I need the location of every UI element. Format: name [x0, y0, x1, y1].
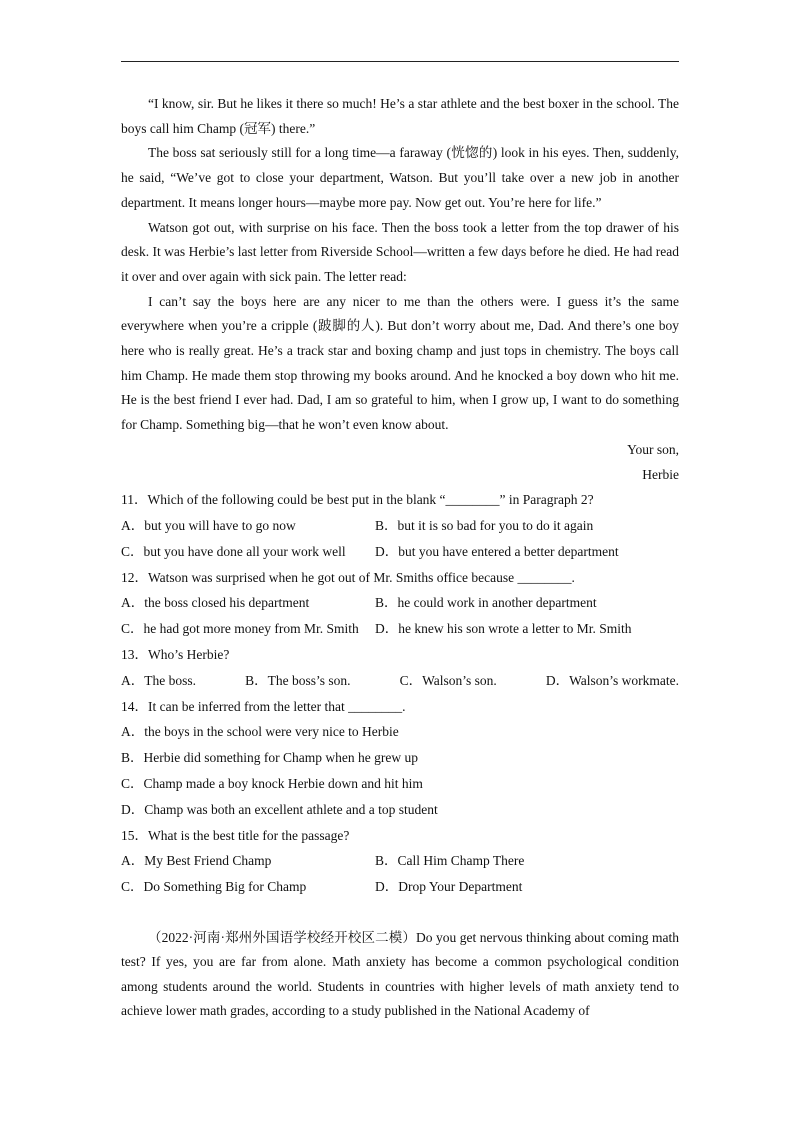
- letter-body: I can’t say the boys here are any nicer to me than the others were. I guess it’s the same everywhere when you’re a cripple (跛脚的人). But don’t worry about me, Dad. And there’s one boy here who is really great. He’s a track star and boxing champ and just tops in chemistry. The boys call him Champ. He made them stop throwing my books around. And he knocked a boy down who hit me. He is the best friend I ever had. Dad, I am so grateful to him, when I grow up, I want to do something for Champ. Something big—that he won’t even know about.: [121, 293, 679, 433]
- question-stem: 11．Which of the following could be best put in the blank “________” in Paragraph 2?: [121, 492, 594, 508]
- option-c: C．he had got more money from Mr. Smith: [121, 621, 359, 637]
- option-row: [121, 745, 679, 771]
- question-11: [121, 487, 679, 564]
- option-c: C．Walson’s son.: [399, 672, 497, 688]
- option-row: [121, 513, 679, 539]
- section-gap: [121, 900, 679, 926]
- option-d: D．but you have entered a better department: [375, 543, 619, 559]
- option-row: [121, 797, 679, 823]
- passage-paragraph-3: Watson got out, with surprise on his face. Then the boss took a letter from the top drawer of his desk. It was Herbie’s last letter from Riverside School—written a few days before he died. He had read it over and over again with sick pain. The letter read:: [121, 219, 679, 284]
- option-a: A．but you will have to go now: [121, 518, 296, 534]
- passage-paragraph-2: The boss sat seriously still for a long time—a faraway (恍惚的) look in his eyes. Then, suddenly, he said, “We’ve got to close your department, Watson. But you’ll take over a new job in another department. It means longer hours—maybe more pay. Now get out. You’re here for life.”: [121, 145, 679, 210]
- option-row: [121, 719, 679, 745]
- option-a: A．The boss.: [121, 672, 196, 688]
- option-b: B．Call Him Champ There: [375, 853, 525, 869]
- option-d: D．Drop Your Department: [375, 879, 523, 895]
- option-c: C．Do Something Big for Champ: [121, 879, 307, 895]
- question-12: [121, 565, 679, 642]
- option-row: [121, 848, 679, 874]
- option-row: [121, 771, 679, 797]
- passage-paragraph-1: “I know, sir. But he likes it there so much! He’s a star athlete and the best boxer in the school. The boys call him Champ (冠军) there.”: [121, 96, 679, 136]
- option-a: A．the boys in the school were very nice to Herbie: [121, 724, 399, 740]
- question-15: [121, 823, 679, 900]
- question-13: [121, 642, 679, 694]
- option-d: D．he knew his son wrote a letter to Mr. Smith: [375, 621, 632, 637]
- option-row: [121, 539, 679, 565]
- option-d: D．Champ was both an excellent athlete and a top student: [121, 801, 438, 817]
- question-14: [121, 694, 679, 823]
- option-row: [121, 590, 679, 616]
- option-c: C．but you have done all your work well: [121, 543, 346, 559]
- question-stem: 12．Watson was surprised when he got out of Mr. Smiths office because ________.: [121, 569, 575, 585]
- option-b: B．he could work in another department: [375, 595, 597, 611]
- option-d: D．Walson’s workmate.: [545, 672, 679, 688]
- option-b: B．The boss’s son.: [245, 672, 351, 688]
- question-stem: 13．Who’s Herbie?: [121, 647, 230, 663]
- letter-signature: Herbie: [642, 466, 679, 482]
- option-c: C．Champ made a boy knock Herbie down and hit him: [121, 776, 423, 792]
- question-stem: 15．What is the best title for the passage?: [121, 827, 350, 843]
- option-row: [121, 668, 679, 694]
- document-page: [121, 92, 679, 1024]
- option-b: B．Herbie did something for Champ when he grew up: [121, 750, 418, 766]
- option-a: A．the boss closed his department: [121, 595, 310, 611]
- option-b: B．but it is so bad for you to do it again: [375, 518, 594, 534]
- option-row: [121, 616, 679, 642]
- letter-signoff: Your son,: [627, 441, 679, 457]
- option-row: [121, 874, 679, 900]
- question-stem: 14．It can be inferred from the letter that ________.: [121, 698, 406, 714]
- next-passage-intro: （2022·河南·郑州外国语学校经开校区二模）Do you get nervous thinking about coming math test? If yes, you are far from alone. Math anxiety has become a common psychological condition among students around the world. Students in countries with higher levels of math anxiety tend to achieve lower math grades, according to a study published in the National Academy of: [121, 930, 679, 1019]
- option-a: A．My Best Friend Champ: [121, 853, 272, 869]
- header-rule: [121, 61, 679, 62]
